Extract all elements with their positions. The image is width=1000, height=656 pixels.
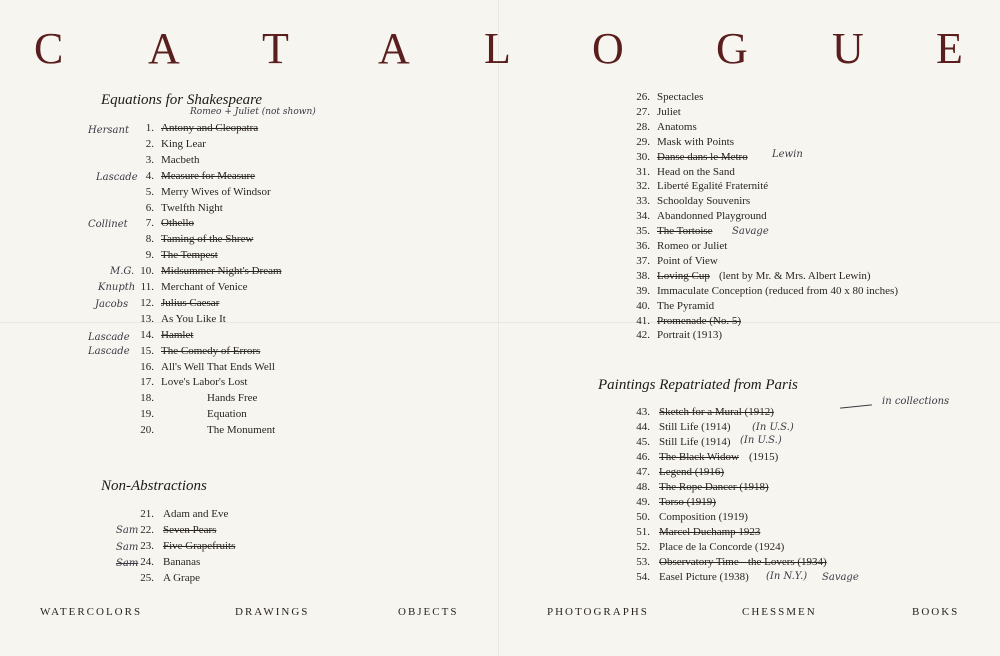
entry-title: Place de la Concorde (1924) <box>659 541 785 553</box>
entry-number: 50. <box>636 511 650 523</box>
entry-title: Midsummer Night's Dream <box>161 265 282 278</box>
handwritten-note: Lascade <box>88 346 130 357</box>
entry-number: 29. <box>636 135 650 148</box>
entry-title: Immaculate Conception (reduced from 40 x 80 inches) <box>657 284 899 297</box>
entry-title: King Lear <box>161 137 206 150</box>
entry-number: 28. <box>636 120 650 133</box>
title-letter: C <box>34 24 64 73</box>
handwritten-note: M.G. <box>110 266 135 277</box>
entry-number: 37. <box>636 254 650 267</box>
entry-number: 14. <box>140 328 154 341</box>
entry-number: 44. <box>636 421 650 433</box>
handwritten-note: Savage <box>822 572 859 583</box>
entry-title: Easel Picture (1938) <box>659 571 749 583</box>
handwritten-note: Lascade <box>96 172 138 183</box>
entry-number: 13. <box>140 312 154 325</box>
entry-number: 31. <box>636 165 650 178</box>
entry-number: 16. <box>140 360 154 373</box>
entry-number: 7. <box>145 217 154 230</box>
entry-title: A Grape <box>163 572 200 584</box>
entry-title: Measure for Measure <box>161 169 256 182</box>
entry-title: Portrait (1913) <box>657 329 723 342</box>
entry-title: Julius Caesar <box>161 296 220 309</box>
entry-title: Macbeth <box>161 153 200 166</box>
entry-number: 51. <box>636 526 650 538</box>
footer-item-chessmen: CHESSMEN <box>742 606 817 618</box>
section-heading-equations: Equations for Shakespeare <box>101 92 263 108</box>
handwritten-note: Lewin <box>772 149 803 160</box>
entry-number: 54. <box>636 571 650 583</box>
entry-title: Bananas <box>163 556 201 568</box>
title-letter: E <box>936 24 963 73</box>
entry-number: 1. <box>145 122 154 134</box>
entry-number: 10. <box>140 265 154 278</box>
entry-number: 27. <box>636 105 650 118</box>
footer-item-photographs: PHOTOGRAPHS <box>547 606 649 618</box>
entry-title: Head on the Sand <box>657 165 735 178</box>
entry-title: Othello <box>161 217 194 230</box>
entry-number: 12. <box>140 296 154 309</box>
entry-title: Twelfth Night <box>161 201 223 214</box>
entry-title: Liberté Egalité Fraternité <box>657 180 769 193</box>
entry-title: Love's Labor's Lost <box>161 376 248 389</box>
entry-title: The Comedy of Errors <box>161 344 261 357</box>
entry-title: Mask with Points <box>657 135 735 148</box>
title-letter: G <box>716 24 748 73</box>
handwritten-note: Sam <box>116 525 139 536</box>
entry-number: 22. <box>140 524 154 536</box>
entry-number: 5. <box>145 185 154 198</box>
handwritten-note: Sam <box>116 542 139 553</box>
entry-title: Merchant of Venice <box>161 281 248 293</box>
entry-number: 49. <box>636 496 650 508</box>
handwritten-dash <box>840 404 872 408</box>
handwritten-note: (In U.S.) <box>752 422 794 433</box>
entry-number: 47. <box>636 466 650 478</box>
entry-title: The Black Widow <box>659 451 740 463</box>
entry-number: 39. <box>636 284 650 297</box>
entry-number: 34. <box>636 210 650 223</box>
entry-number: 25. <box>140 572 154 584</box>
entry-number: 52. <box>636 541 650 553</box>
entry-number: 11. <box>140 281 154 293</box>
handwritten-note: Lascade <box>88 332 130 343</box>
entry-number: 41. <box>636 314 650 327</box>
entry-title: The Rope Dancer (1918) <box>659 481 769 493</box>
entry-number: 4. <box>145 169 154 182</box>
entry-number: 35. <box>636 225 650 238</box>
entry-number: 40. <box>636 299 650 312</box>
entry-number: 30. <box>636 150 650 163</box>
entry-title: Point of View <box>657 254 718 267</box>
entry-number: 36. <box>636 240 650 252</box>
footer-item-books: BOOKS <box>912 606 960 618</box>
entry-number: 43. <box>636 406 650 418</box>
entry-title: Anatoms <box>657 120 697 133</box>
entry-title: Hamlet <box>161 328 194 341</box>
entry-number: 8. <box>145 233 154 246</box>
entry-title: Juliet <box>657 105 681 118</box>
entry-title: Composition (1919) <box>659 511 748 523</box>
entry-title: Spectacles <box>657 91 704 103</box>
fold-line-vertical <box>498 0 499 656</box>
entry-title: Hands Free <box>207 392 258 405</box>
entry-title: Romeo or Juliet <box>657 240 728 252</box>
section-heading-repatriated: Paintings Repatriated from Paris <box>598 377 798 393</box>
entry-title: Promenade (No. 5) <box>657 314 742 327</box>
entry-title: Torso (1919) <box>659 496 716 508</box>
entry-title: The Tempest <box>161 249 218 262</box>
entry-title: Antony and Cleopatra <box>161 122 259 134</box>
entry-number: 42. <box>636 329 650 342</box>
handwritten-note: Romeo + Juliet (not shown) <box>190 107 316 117</box>
entry-title: Taming of the Shrew <box>161 233 254 246</box>
entry-number: 45. <box>636 436 650 448</box>
entry-number: 15. <box>140 344 154 357</box>
entry-number: 18. <box>140 392 154 405</box>
entry-number: 26. <box>636 91 650 103</box>
entry-number: 6. <box>145 201 154 214</box>
handwritten-note: Savage <box>732 226 769 237</box>
title-letter: O <box>592 24 624 73</box>
entry-title: The Tortoise <box>657 225 713 238</box>
entry-title: Equation <box>207 408 247 421</box>
entry-number: 46. <box>636 451 650 463</box>
title-letter: U <box>832 24 864 73</box>
entry-number: 53. <box>636 556 650 568</box>
entry-number: 17. <box>140 376 154 389</box>
title-letter: T <box>262 24 289 73</box>
entry-title: Observatory Time - the Lovers (1934) <box>659 556 827 568</box>
entry-title: Adam and Eve <box>163 508 229 520</box>
entry-title: Danse dans le Metro <box>657 150 748 163</box>
entry-number: 19. <box>140 408 154 421</box>
entry-title: Legend (1916) <box>659 466 725 478</box>
entry-title: Sketch for a Mural (1912) <box>659 406 774 418</box>
title-letter: A <box>148 24 180 73</box>
entry-number: 3. <box>145 153 154 166</box>
entry-number: 38. <box>636 269 650 282</box>
footer-item-objects: OBJECTS <box>398 606 459 618</box>
footer-item-watercolors: WATERCOLORS <box>40 606 143 618</box>
handwritten-note: Jacobs <box>95 299 129 310</box>
entry-title: Still Life (1914) <box>659 421 731 433</box>
entry-number: 24. <box>140 556 154 568</box>
entry-title: Seven Pears <box>163 524 217 536</box>
entry-number: 2. <box>145 137 154 150</box>
entry-title: Loving Cup <box>657 269 710 282</box>
entry-number: 23. <box>140 540 154 552</box>
entry-number: 20. <box>140 424 154 437</box>
entry-number: 33. <box>636 195 650 208</box>
entry-title: Abandonned Playground <box>657 210 767 223</box>
handwritten-note: in collections <box>882 396 950 407</box>
handwritten-note: Sam <box>116 558 139 569</box>
title-letter: A <box>378 24 410 73</box>
entry-title: Merry Wives of Windsor <box>161 185 271 198</box>
entry-title: The Monument <box>207 424 276 437</box>
entry-title: Marcel Duchamp 1923 <box>659 526 761 538</box>
entry-extra: (lent by Mr. & Mrs. Albert Lewin) <box>719 269 871 282</box>
entry-title: Five Grapefruits <box>163 540 236 552</box>
entry-extra: (1915) <box>749 451 779 463</box>
entry-title: Still Life (1914) <box>659 436 731 448</box>
entry-title: Schoolday Souvenirs <box>657 195 751 208</box>
handwritten-note: Hersant <box>88 125 129 136</box>
entry-title: The Pyramid <box>657 299 715 312</box>
title-letter: L <box>484 24 511 73</box>
section-heading-non-abstractions: Non-Abstractions <box>101 478 207 494</box>
handwritten-note: Collinet <box>88 219 128 230</box>
entry-number: 21. <box>140 508 154 520</box>
footer-item-drawings: DRAWINGS <box>235 606 310 618</box>
handwritten-note: (In N.Y.) <box>766 571 808 582</box>
handwritten-note: Knupth <box>98 282 136 293</box>
entry-number: 48. <box>636 481 650 493</box>
entry-number: 9. <box>145 249 154 262</box>
handwritten-note: (In U.S.) <box>740 435 782 446</box>
entry-number: 32. <box>636 180 650 193</box>
entry-title: As You Like It <box>161 312 226 325</box>
entry-title: All's Well That Ends Well <box>161 360 275 373</box>
